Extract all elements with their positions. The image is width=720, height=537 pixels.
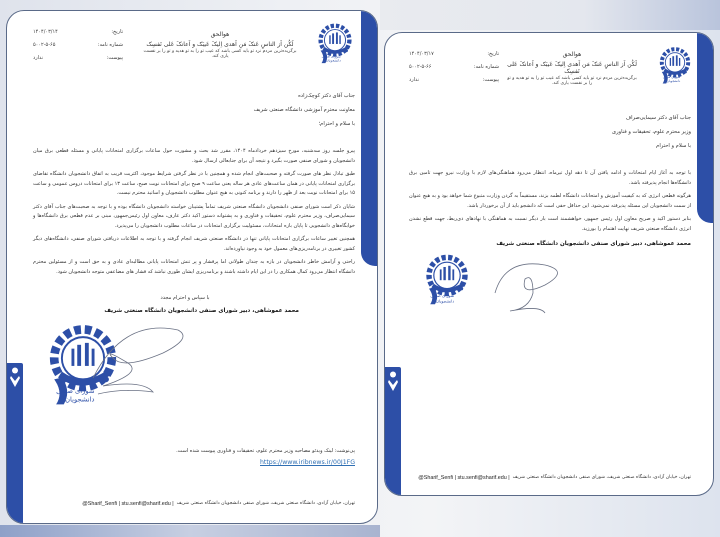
salutation: با سلام و احترام؛ [318, 121, 355, 127]
body-paragraph: طبق تبادل نظر های صورت گرفته و صحبت‌های انجام شده و همچنین با در نظر گرفتن شرایط موجود، اکثریت قریب به اتفاق دانشجویان دانشگاه تقاضای برگزاری امتحانات پایانی در همان ساعت‌های عادی هر ساله یعنی ساعت ۹ صبح برای امتحانات نوبت صبح، ساعت ۱۳ برای امتحانات دروس عمومی و ساعت ۱۵ برای امتحانات نوبت بعد از ظهر را دارند و برنامه کنونی به هیچ عنوان مطلوب دانشجویان و اساتید محترم نیست. [33, 171, 356, 196]
addressee-title: معاونت محترم آموزشی دانشگاه صنعتی شریف [253, 107, 355, 113]
letter-meta [409, 51, 499, 90]
attachment-value: ندارد [409, 77, 420, 83]
postscript: پی‌نوشت: لینک ویدئو مصاحبه وزیر محترم علوم، تحقیقات و فناوری پیوست شده است. [176, 448, 355, 454]
closing-line: با سپاس و احترام مجدد [160, 295, 210, 301]
quote-arabic: لَکُن اَز الناسِ عَنکَ مَن اَهدی اِلیکَ عَیبَک و اَعانکَ عَلی نَفسِک [146, 41, 294, 48]
letter-footer [33, 501, 355, 507]
letter-header [33, 19, 355, 89]
footer-contact: @Sharif_Senfi | stu.senfi@sharif.edu | [418, 475, 510, 481]
body-paragraph: شایان ذکر است شورای صنفی دانشجویان دانشگاه صنعتی شریف تماماً پشتیبان خواسته دانشجویان دانشگاه بوده و با توجه به صحبت‌های جناب آقای دکتر سیمایی‌صراف، وزیر محترم علوم، تحقیقات و فناوری و به پشتوانه دستور اکید دکتر عارف، معاون اول رئیس‌جمهور، مبنی بر عدم قطعی برق دانشگاه‌ها و خوابگاه‌های دانشجویی تا پایان بازه امتحانات، مسئولیت برگزاری امتحانات در ساعات مطلوب دانشجویان را می‌پذیرد. [33, 203, 355, 229]
quote-translation: برگزیده‌ترین مردم نزد تو باید کسی باشد که عیب تو را به تو هدیه و تو را بر نفست یاری کند. [143, 49, 297, 59]
number-label: شماره نامه: [97, 42, 123, 48]
letter-meta [33, 29, 123, 68]
body-paragraph: هرگونه قطعی انرژی که به کیفیت آموزش و امتحانات دانشگاه لطمه بزند، مستقیماً به گردن وزارت متبوع شما خواهد بود و به هیچ عنوان از سمت دانشجویان این مسئله پذیرفته نمی‌شود. این حداقل حقی است که دانشجو باید از آن برخوردار باشد. [409, 193, 691, 209]
video-link[interactable]: https://www.iribnews.ir/00J1FG [260, 459, 355, 466]
footer-address: تهران، خیابان آزادی، دانشگاه صنعتی شریف، شورای صنفی دانشجویان دانشگاه صنعتی شریف [176, 501, 355, 506]
stamp-emblem-icon [417, 249, 477, 309]
person-figure-icon [9, 367, 21, 389]
attachment-label: پیوست: [482, 77, 499, 83]
council-emblem-icon [311, 19, 359, 67]
signature-icon [83, 308, 193, 398]
body-paragraph: پیرو جلسه روز سه‌شنبه، مورخ سیزدهم خردادماه ۱۴۰۴، مقرر شد بحث و مشورت حول ساعات برگزاری امتحانات پایانی و مسئله قطعی برق میان دانشجویان و شورای صنفی صورت بگیرد و نتیجه آن برای جنابعالی ارسال شود. [33, 148, 355, 164]
signer-name: محمد عموشاهی، دبیر شورای صنفی دانشجویان دانشگاه صنعتی شریف [104, 308, 299, 314]
body-paragraph: بنابر دستور اکید و صریح معاون اول رئیس جمهور، خواهشمند است بار دیگر نسبت به هماهنگی با نهادهای ذی‌ربط، جهت قطع نشدن انرژی دانشگاه صنعتی شریف نهایت اهتمام را بورزید. [409, 216, 691, 232]
date-value: ۱۴۰۴/۰۳/۱۴ [33, 29, 58, 35]
letter-header [409, 41, 691, 111]
attachment-label: پیوست: [106, 55, 123, 61]
body-paragraph: همچنین تغییر ساعات برگزاری امتحانات پایانی تنها در دانشگاه صنعتی شریف انجام گرفته و با توجه به اطلاعات دریافتی شورای صنفی، دانشگاه‌های دیگر کشور تغییری در برنامه‌ریزی‌های معمول خود به وجود نیاورده‌اند. [33, 236, 355, 252]
salutation: با سلام و احترام [656, 143, 691, 149]
letter-footer [409, 475, 691, 481]
date-label: تاریخ: [487, 51, 499, 57]
council-emblem-icon [653, 43, 697, 87]
signature-icon [485, 253, 575, 317]
number-value: ۵۰۰۲-۵-۶۵ [33, 42, 56, 48]
number-value: ۵۰۰۲-۵-۶۶ [409, 64, 432, 70]
background-band-bottom [0, 525, 380, 537]
date-value: ۱۴۰۴/۰۳/۱۷ [409, 51, 434, 57]
invocation: هوالحق [562, 51, 582, 58]
quote-translation: برگزیده‌ترین مردم نزد تو باید کسی باشد که عیب تو را به تو هدیه و تو را بر نفست یاری کند. [507, 76, 637, 86]
accent-bar-bottom [7, 363, 23, 523]
signer-name: محمد عموشاهی، دبیر شورای صنفی دانشجویان دانشگاه صنعتی شریف [496, 241, 691, 247]
accent-bar-top [361, 11, 377, 266]
accent-bar-top [697, 33, 713, 223]
letter-right [384, 32, 714, 496]
addressee-name: جناب آقای دکتر کوچک‌زاده [298, 93, 355, 99]
signature-area [33, 314, 355, 424]
signature-area [409, 247, 691, 357]
accent-bar-bottom [385, 367, 401, 495]
date-label: تاریخ: [111, 29, 123, 35]
footer-address: تهران، خیابان آزادی، دانشگاه صنعتی شریف، شورای صنفی دانشجویان دانشگاه صنعتی شریف [512, 475, 691, 480]
addressee-name: جناب آقای دکتر سیمایی‌صراف [625, 115, 691, 121]
invocation: هوالحق [210, 31, 230, 38]
number-label: شماره نامه: [473, 64, 499, 70]
addressee-title: وزیر محترم علوم، تحقیقات و فناوری [612, 129, 691, 135]
letter-left [6, 10, 378, 524]
body-paragraph: راحتی و آرامش خاطر دانشجویان در بازه به چندان طولانی اما پرفشار و پر تنش امتحانات پایانی مطالبه‌ای عادی و به حق است و از مسئولین محترم دانشگاه انتظار می‌رود کمال همکاری را در این ایام داشته باشند و برنامه‌ریزی ایشان طوری نباشد که فشار های مضاعفی متوجه دانشجویان شود. [33, 259, 355, 275]
body-paragraph: با توجه به آغاز ایام امتحانات و ادامه یافتن آن تا دهه اول تیرماه، انتظار می‌رود هماهنگی‌های لازم با وزارت نیرو جهت تامین برق دانشگاه‌ها انجام پذیرفته باشد. [409, 170, 691, 186]
attachment-value: ندارد [33, 55, 44, 61]
footer-contact: @Sharif_Senfi | stu.senfi@sharif.edu | [82, 501, 174, 507]
background-band-top [380, 0, 720, 30]
quote-arabic: لَکُن اَز الناسِ عَنکَ مَن اَهدی اِلیکَ عَیبَک و اَعانکَ عَلی نَفسِک [507, 61, 637, 75]
person-figure-icon [387, 371, 399, 393]
